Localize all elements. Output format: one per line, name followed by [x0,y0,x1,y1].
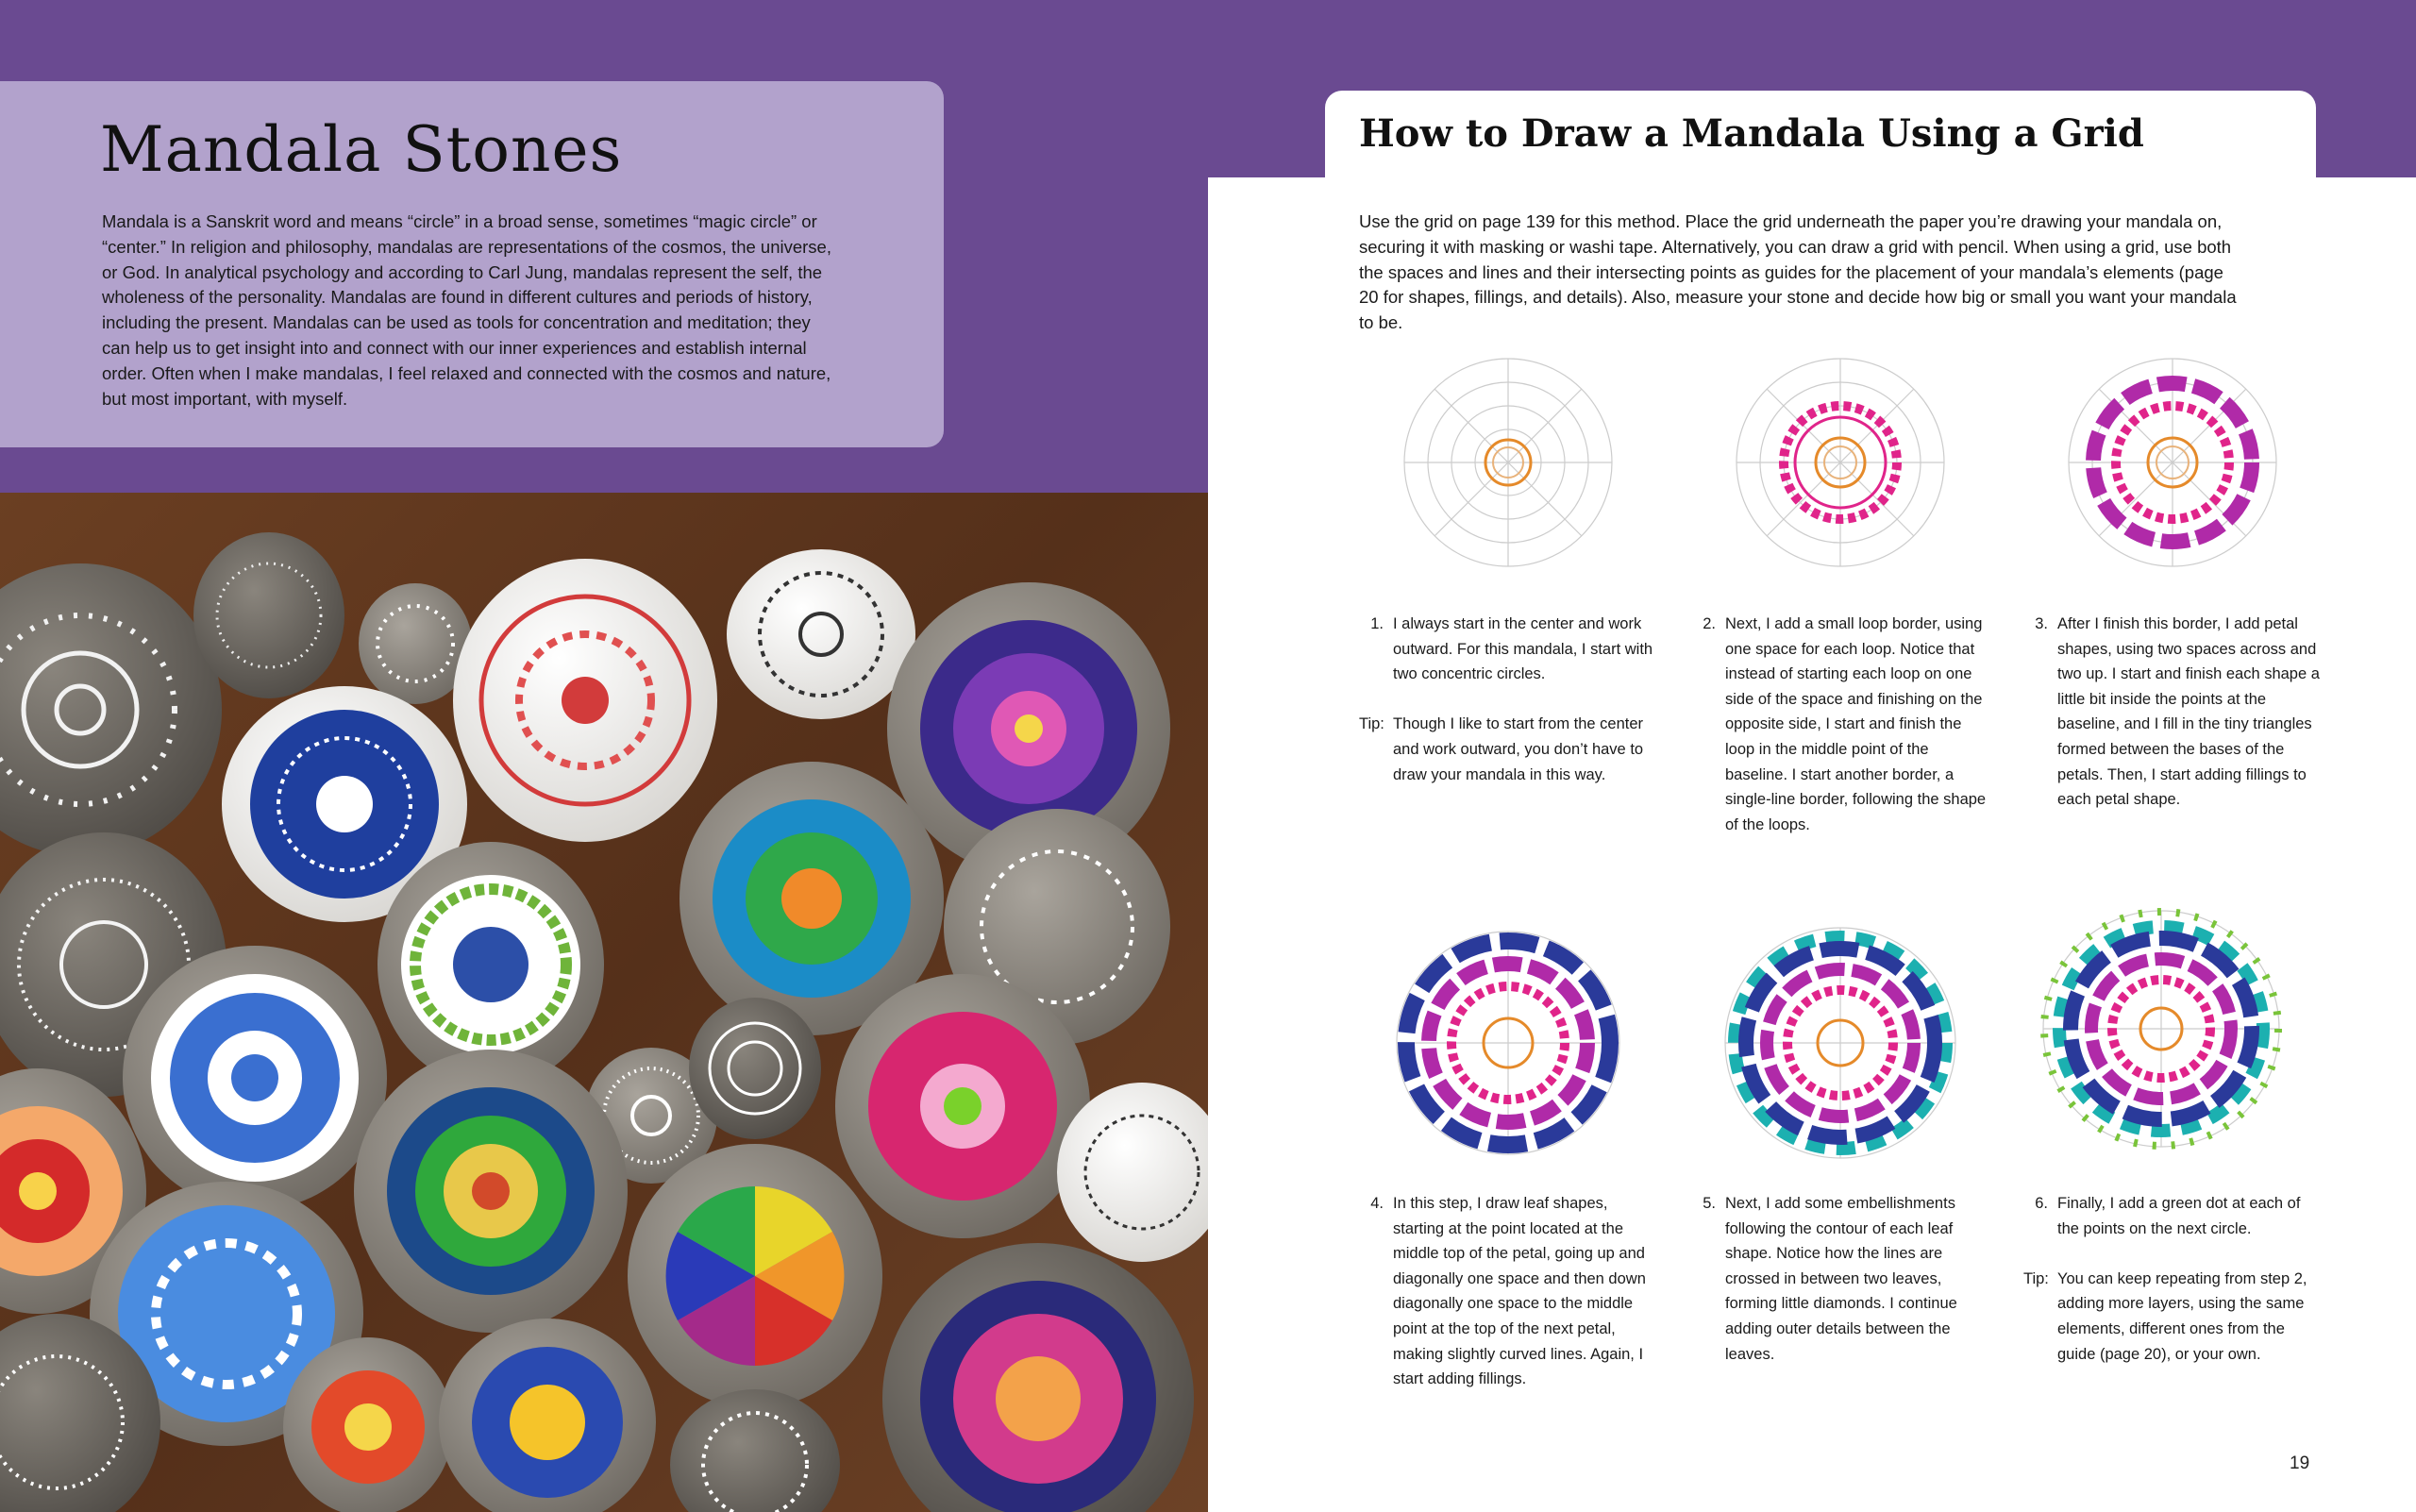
step-2-figure [1718,340,1963,585]
step-description: Finally, I add a green dot at each of the points on the next circle. [2057,1195,2301,1237]
section-title: How to Draw a Mandala Using a Grid [1359,111,2144,156]
step-number: 4. [1370,1195,1384,1212]
step-3-text [2023,612,2325,813]
tip-text: You can keep repeating from step 2, adding more layers, using the same elements, different ones from the guide (page 20), or your own. [2057,1269,2307,1363]
step-2-text [1691,612,1993,837]
step-description: Next, I add some embellishments following the contour of each leaf shape. Notice how the lines are crossed in between two leaves, forming little diamonds. I continue adding outer details between the leaves. [1725,1195,1957,1363]
intro-paragraph: Mandala is a Sanskrit word and means “circle” in a broad sense, sometimes “magic circle” or “center.” In religion and philosophy, mandalas are representations of the cosmos, the universe, or God. In analytical psychology and according to Carl Jung, mandalas represent the self, the wholeness of the personality. Mandalas are found in different cultures and periods of history, including the present. Mandalas can be used as tools for concentration and meditation; they can help us to get insight into and connect with our inner experiences and establish internal order. Often when I make mandalas, I feel relaxed and connected with the cosmos and nature, but most important, with myself. [102,211,831,409]
stones-illustration [0,493,1208,1512]
step-1-text [1359,612,1661,787]
step-number: 1. [1370,615,1384,632]
step-number: 3. [2035,615,2048,632]
step-description: Next, I add a small loop border, using one space for each loop. Notice that instead of starting each loop on one side of the space and finishing on the opposite side, I start and finish the loop in the middle point of the baseline. I start another border, a single-line border, following the shape of the loops. [1725,615,1987,833]
tip-text: Though I like to start from the center and work outward, you don’t have to draw your mandala in this way. [1393,715,1644,783]
method-intro-paragraph: Use the grid on page 139 for this method. Place the grid underneath the paper you’re drawing your mandala on, securing it with masking or washi tape. Alternatively, you can draw a grid with pencil. When using a grid, use both the spaces and lines and their intersecting points as guides for the placement of your mandala’s elements (page 20 for shapes, fillings, and details). Also, measure your stone and decide how big or small you want your mandala to be. [1359,211,2237,333]
step-6-text [2023,1191,2325,1367]
step-4-text [1359,1191,1661,1392]
step-description: I always start in the center and work outward. For this mandala, I start with two concentric circles. [1393,615,1653,683]
step-3-figure [2050,340,2295,585]
page-title: Mandala Stones [100,113,623,186]
step-number: 6. [2035,1195,2048,1212]
tip-label: Tip: [1359,715,1384,733]
step-6-figure [2038,906,2284,1151]
step-number: 2. [1703,615,1716,632]
page-number: 19 [2290,1453,2310,1473]
step-5-figure [1718,920,1963,1166]
mandala-stones-photo [0,493,1208,1512]
step-4-figure [1385,920,1631,1166]
step-1-figure [1385,340,1631,585]
step-description: In this step, I draw leaf shapes, starting at the point located at the middle top of the petal, going up and diagonally one space and then down diagonally one space to the middle point at the top of the next petal, making slightly curved lines. Again, I start adding fillings. [1393,1195,1646,1388]
step-number: 5. [1703,1195,1716,1212]
step-description: After I finish this border, I add petal shapes, using two spaces across and two up. I start and finish each shape a little bit inside the points at the baseline, and I fill in the tiny triangles formed between the bases of the petals. Then, I start adding fillings to each petal shape. [2057,615,2320,809]
tip-label: Tip: [2023,1269,2049,1287]
step-5-text [1691,1191,1993,1367]
